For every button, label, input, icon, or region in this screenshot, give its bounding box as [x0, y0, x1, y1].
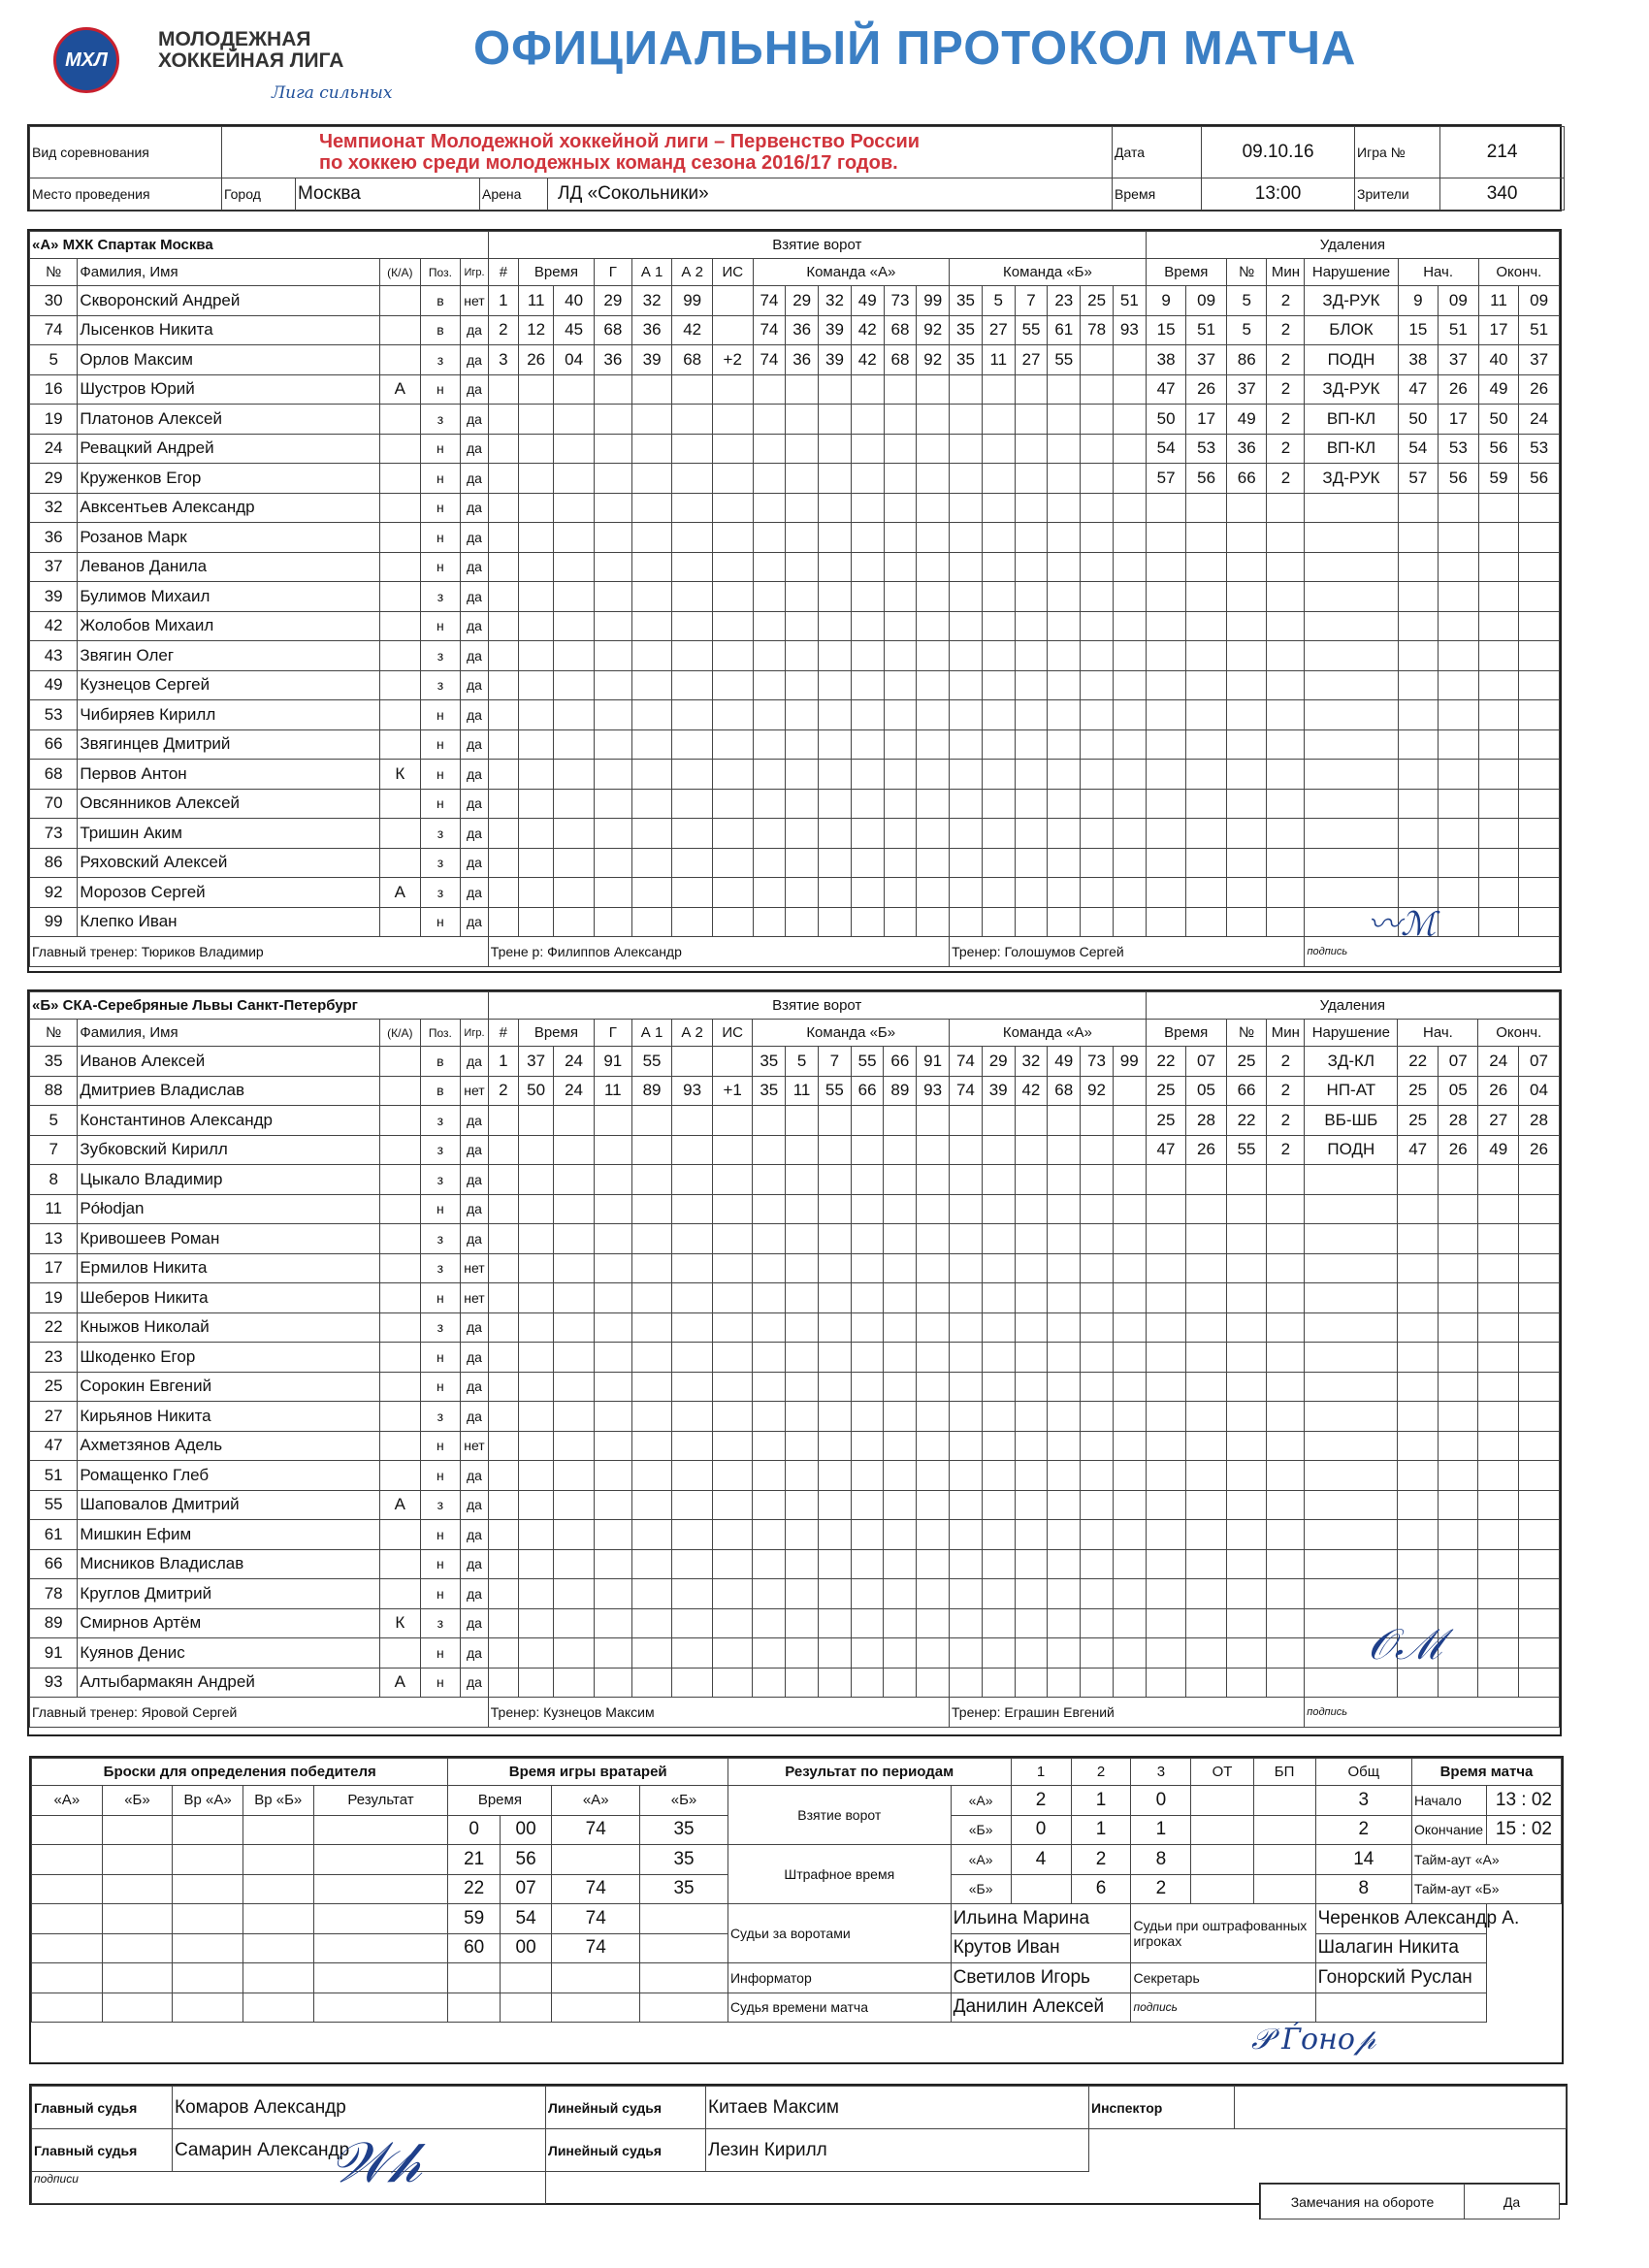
end-label: Окончание — [1411, 1815, 1486, 1845]
pb-2: Шалагин Никита — [1315, 1933, 1486, 1963]
player-row: 86 Ряховский Алексей з да — [30, 848, 1560, 878]
shootout-title: Броски для определения победителя — [32, 1759, 448, 1786]
lin-label-1: Линейный судья — [546, 2087, 706, 2129]
start-value: 13 : 02 — [1486, 1786, 1561, 1816]
sign-label: подпись — [1131, 1993, 1315, 2023]
game-value: 214 — [1440, 127, 1565, 178]
pen-label: Штрафное время — [728, 1845, 951, 1904]
player-row: 35 Иванов Алексей в да 1 37 24 91 55 35 5 7 55 66 91 74 29 32 49 73 99 22 07 25 2 ЗД-КЛ 22 07 24 07 — [30, 1047, 1560, 1077]
insp-label: Инспектор — [1089, 2087, 1235, 2129]
gk-title: Время игры вратарей — [448, 1759, 728, 1786]
city-label: Город — [222, 178, 296, 211]
player-row: 92 Морозов Сергей А з да — [30, 878, 1560, 908]
time-label: Время — [1113, 178, 1202, 211]
pens-header: Удаления — [1146, 992, 1559, 1020]
league-name: МОЛОДЕЖНАЯ ХОККЕЙНАЯ ЛИГА — [158, 28, 344, 72]
comp-value: Чемпионат Молодежной хоккейной лиги – Первенство России по хоккею среди молодежных команд сезона 2016/17 годов. — [222, 127, 1113, 178]
league-slogan: Лига сильных — [272, 83, 393, 103]
ref-2: Самарин Александр — [173, 2129, 546, 2172]
coach-2: Тренер: Голошумов Сергей — [950, 937, 1305, 967]
lin-1: Китаев Максим — [706, 2087, 1089, 2129]
spect-label: Зрители — [1355, 178, 1440, 211]
player-row: 55 Шаповалов Дмитрий А з да — [30, 1490, 1560, 1520]
pb-label: Судьи при оштрафованных игроках — [1131, 1904, 1315, 1963]
arena-label: Арена — [480, 178, 548, 211]
team-a-block: «А» МХК Спартак Москва Взятие ворот Удаления № Фамилия, Имя (К/А) Поз. Игр. # Время Г А 1 А 2 ИС Команда «А» Команда «Б» Время № Мин Нарушение Нач. Оконч. 30 Скворонский Андрей в нет 1 11 40 29 32 99 74 29 32 49 73 99 35 5 7 23 25 51 9 09 5 2 ЗД-РУК 9 09 11 09 74 Лысенков Никита в да 2 12 45 68 36 42 74 36 39 42 68 92 35 27 55 61 78 93 15 51 5 2 БЛОК 15 51 17 51 5 Орлов Максим з да 3 26 04 36 39 68 +2 74 36 39 42 68 92 35 11 27 55 38 37 86 2 ПОДН 38 37 40 37 16 Шустров Юрий А н да 47 26 37 2 ЗД-РУК 47 26 49 26 19 Платонов Алексей з да 50 17 49 2 ВП-КЛ 50 17 50 24 24 Ревацкий Андрей н да 54 53 36 2 ВП-КЛ 54 53 56 53 29 Круженков Егор н да 57 56 66 2 ЗД-РУК 57 56 59 56 32 Авксентьев Александр н да 36 Розанов Марк н да 37 Леванов Данила н да 39 Булимов Михаил з да 42 Жолобов Михаил н да 43 Звягин Олег з да 49 Кузнецов Сергей з да 53 Чибиряев Кирилл н да 66 Звягинцев Дмитрий н да 68 Первов Антон К н да 70 Овсянников Алексей н да 73 Тришин Аким з да 86 Ряховский Алексей з да 92 Морозов Сергей А з да 99 Клепко Иван н да Главный тренер: Тюриков Владимир Трене р: Филиппов Александр Тренер: Голошумов Сергей подпись — [27, 229, 1562, 973]
team-a-signature: 〰ℳ — [1368, 905, 1437, 944]
player-row: 91 Куянов Денис н да — [30, 1638, 1560, 1669]
remarks-label: Замечания на обороте — [1261, 2185, 1465, 2219]
player-row: 36 Розанов Марк н да — [30, 523, 1560, 553]
head-coach: Главный тренер: Тюриков Владимир — [30, 937, 489, 967]
pens-header: Удаления — [1146, 232, 1559, 259]
insp-value — [1235, 2087, 1567, 2129]
player-row: 16 Шустров Юрий А н да 47 26 37 2 ЗД-РУК 47 26 49 26 — [30, 374, 1560, 405]
timeout-b: Тайм-аут «Б» — [1411, 1874, 1561, 1904]
timekeeper-value: Данилин Алексей — [951, 1993, 1131, 2023]
player-row: 53 Чибиряев Кирилл н да — [30, 700, 1560, 730]
league-logo: МХЛ — [53, 27, 119, 93]
secretary-value: Гонорский Руслан — [1315, 1963, 1486, 1993]
goal-judge-1: Ильина Марина — [951, 1904, 1131, 1934]
player-row: 19 Шеберов Никита н нет — [30, 1283, 1560, 1313]
player-row: 70 Овсянников Алексей н да — [30, 789, 1560, 819]
informer-value: Светилов Игорь — [951, 1963, 1131, 1993]
player-row: 19 Платонов Алексей з да 50 17 49 2 ВП-КЛ 50 17 50 24 — [30, 405, 1560, 435]
player-row: 89 Смирнов Артём К з да — [30, 1608, 1560, 1638]
player-row: 99 Клепко Иван н да — [30, 907, 1560, 937]
city-value: Москва — [296, 178, 480, 211]
end-value: 15 : 02 — [1486, 1815, 1561, 1845]
player-row: 43 Звягин Олег з да — [30, 641, 1560, 671]
ref-1: Комаров Александр — [173, 2087, 546, 2129]
player-row: 32 Авксентьев Александр н да — [30, 493, 1560, 523]
team-b-block: «Б» СКА-Серебряные Львы Санкт-Петербург Взятие ворот Удаления № Фамилия, Имя (К/А) Поз. Игр. # Время Г А 1 А 2 ИС Команда «Б» Команда «А» Время № Мин Нарушение Нач. Оконч. 35 Иванов Алексей в да 1 37 24 91 55 35 5 7 55 66 91 74 29 32 49 73 99 22 07 25 2 ЗД-КЛ 22 07 24 07 88 Дмитриев Владислав в нет 2 50 24 11 89 93 +1 35 11 55 66 89 93 74 39 42 68 92 25 05 66 2 НП-АТ 25 05 26 04 5 Константинов Александр з да 25 28 22 2 ВБ-ШБ 25 28 27 28 7 Зубковский Кирилл з да 47 26 55 2 ПОДН 47 26 49 26 8 Цыкало Владимир з да 11 Półodjan н да 13 Кривошеев Роман з да 17 Ермилов Никита з нет 19 Шеберов Никита н нет 22 Кныжов Николай з да 23 Шкоденко Егор н да 25 Сорокин Евгений н да 27 Кирьянов Никита з да 47 Ахметзянов Адель н нет 51 Ромащенко Глеб н да 55 Шаповалов Дмитрий А з да 61 Мишкин Ефим н да 66 Мисников Владислав н да 78 Круглов Дмитрий н да 89 Смирнов Артём К з да 91 Куянов Денис н да 93 Алтыбармакян Андрей А н да Главный тренер: Яровой Сергей Тренер: Кузнецов Максим Тренер: Еграшин Евгений подпись — [27, 989, 1562, 1736]
player-row: 37 Леванов Данила н да — [30, 552, 1560, 582]
time-value: 13:00 — [1202, 178, 1355, 211]
goals-header: Взятие ворот — [488, 232, 1146, 259]
player-row: 23 Шкоденко Егор н да — [30, 1343, 1560, 1373]
player-row: 73 Тришин Аким з да — [30, 819, 1560, 849]
timeout-a: Тайм-аут «А» — [1411, 1845, 1561, 1875]
lin-label-2: Линейный судья — [546, 2129, 706, 2172]
doc-title: ОФИЦИАЛЬНЫЙ ПРОТОКОЛ МАТЧА — [473, 22, 1357, 75]
head-coach: Главный тренер: Яровой Сергей — [30, 1698, 489, 1728]
player-row: 8 Цыкало Владимир з да — [30, 1165, 1560, 1195]
goal-judges-label: Судьи за воротами — [728, 1904, 951, 1963]
comp-label: Вид соревнования — [30, 127, 222, 178]
sign-label: подпись — [1305, 1698, 1560, 1728]
date-value: 09.10.16 — [1202, 127, 1355, 178]
player-row: 66 Мисников Владислав н да — [30, 1549, 1560, 1579]
coach-2: Тренер: Еграшин Евгений — [950, 1698, 1305, 1728]
secretary-signature — [1315, 1993, 1486, 2023]
player-row: 5 Орлов Максим з да 3 26 04 36 39 68 +2 74 36 39 42 68 92 35 11 27 55 38 37 86 2 ПОДН 38 37 40 37 — [30, 345, 1560, 375]
player-row: 61 Мишкин Ефим н да — [30, 1520, 1560, 1550]
player-row: 78 Круглов Дмитрий н да — [30, 1579, 1560, 1609]
ref-label-2: Главный судья — [32, 2129, 173, 2172]
player-row: 39 Булимов Михаил з да — [30, 582, 1560, 612]
remarks-box — [1259, 2183, 1560, 2219]
team-b-signature: 𝒪ℳ — [1368, 1620, 1442, 1669]
player-row: 49 Кузнецов Сергей з да — [30, 670, 1560, 700]
goal-judge-2: Крутов Иван — [951, 1933, 1131, 1963]
player-row: 74 Лысенков Никита в да 2 12 45 68 36 42 74 36 39 42 68 92 35 27 55 61 78 93 15 51 5 2 БЛОК 15 51 17 51 — [30, 315, 1560, 345]
pb-1: Черенков Александр А. — [1315, 1904, 1486, 1934]
sigs-label: подписи — [32, 2172, 546, 2204]
informer-label: Информатор — [728, 1963, 951, 1993]
player-row: 68 Первов Антон К н да — [30, 760, 1560, 790]
coach-1: Тренер: Кузнецов Максим — [488, 1698, 949, 1728]
player-row: 22 Кныжов Николай з да — [30, 1312, 1560, 1343]
match-info — [27, 124, 1562, 211]
player-row: 93 Алтыбармакян Андрей А н да — [30, 1668, 1560, 1698]
player-row: 27 Кирьянов Никита з да — [30, 1402, 1560, 1432]
player-row: 11 Półodjan н да — [30, 1194, 1560, 1224]
player-row: 51 Ромащенко Глеб н да — [30, 1461, 1560, 1491]
arena-value: ЛД «Сокольники» — [548, 178, 1113, 211]
timekeeper-label: Судья времени матча — [728, 1993, 951, 2023]
spect-value: 340 — [1440, 178, 1565, 211]
start-label: Начало — [1411, 1786, 1486, 1816]
sign-label: подпись — [1305, 937, 1560, 967]
player-row: 7 Зубковский Кирилл з да 47 26 55 2 ПОДН 47 26 49 26 — [30, 1135, 1560, 1165]
header — [0, 0, 1649, 121]
remarks-value: Да — [1465, 2185, 1560, 2219]
lin-2: Лезин Кирилл — [706, 2129, 1089, 2172]
player-row: 88 Дмитриев Владислав в нет 2 50 24 11 89 93 +1 35 11 55 66 89 93 74 39 42 68 92 25 05 66 2 НП-АТ 25 05 26 04 — [30, 1076, 1560, 1106]
player-row: 66 Звягинцев Дмитрий н да — [30, 729, 1560, 760]
player-row: 24 Ревацкий Андрей н да 54 53 36 2 ВП-КЛ 54 53 56 53 — [30, 434, 1560, 464]
ref-signature: 𝒲𝒽 — [330, 2129, 422, 2195]
team-title: «А» МХК Спартак Москва — [30, 232, 489, 259]
player-row: 25 Сорокин Евгений н да — [30, 1372, 1560, 1402]
secretary-signature-mark: 𝒫 Ѓоно𝓅 — [1251, 2023, 1376, 2057]
team-title: «Б» СКА-Серебряные Львы Санкт-Петербург — [30, 992, 489, 1020]
summary-block: Броски для определения победителя Время игры вратарей Результат по периодам 1 2 3 ОТ БП Общ Время матча «А» «Б» Вр «А» Вр «Б» Результат Время «А» «Б» Взятие ворот «А» 2 1 0 3 Начало 13 : 02 0 00 74 35 «Б» 0 1 1 2 Окончание 15 : 02 21 56 35 Штрафное время «А» 4 2 8 14 Тайм-аут «А» 22 07 74 35 «Б» 6 2 8 Тайм-аут «Б» 59 54 74 Судьи за воротами Ильина Марина Судьи при оштрафованных игроках Черенков Александр А. 60 00 74 Крутов Иван Шалагин Никита Информатор Светилов Игорь Секретарь Гонорский Руслан Судья времени матча Данилин Алексей подпись — [29, 1756, 1564, 2064]
player-row: 42 Жолобов Михаил н да — [30, 611, 1560, 641]
venue-label: Место проведения — [30, 178, 222, 211]
goals-label: Взятие ворот — [728, 1786, 951, 1845]
player-row: 5 Константинов Александр з да 25 28 22 2 ВБ-ШБ 25 28 27 28 — [30, 1106, 1560, 1136]
date-label: Дата — [1113, 127, 1202, 178]
secretary-label: Секретарь — [1131, 1963, 1315, 1993]
goals-header: Взятие ворот — [488, 992, 1146, 1020]
player-row: 13 Кривошеев Роман з да — [30, 1224, 1560, 1254]
coach-1: Трене р: Филиппов Александр — [488, 937, 949, 967]
periods-title: Результат по периодам — [728, 1759, 1011, 1786]
match-time-title: Время матча — [1411, 1759, 1561, 1786]
player-row: 29 Круженков Егор н да 57 56 66 2 ЗД-РУК 57 56 59 56 — [30, 464, 1560, 494]
player-row: 17 Ермилов Никита з нет — [30, 1253, 1560, 1283]
player-row: 47 Ахметзянов Адель н нет — [30, 1431, 1560, 1461]
player-row: 30 Скворонский Андрей в нет 1 11 40 29 32 99 74 29 32 49 73 99 35 5 7 23 25 51 9 09 5 2 ЗД-РУК 9 09 11 09 — [30, 286, 1560, 316]
ref-label-1: Главный судья — [32, 2087, 173, 2129]
game-label: Игра № — [1355, 127, 1440, 178]
